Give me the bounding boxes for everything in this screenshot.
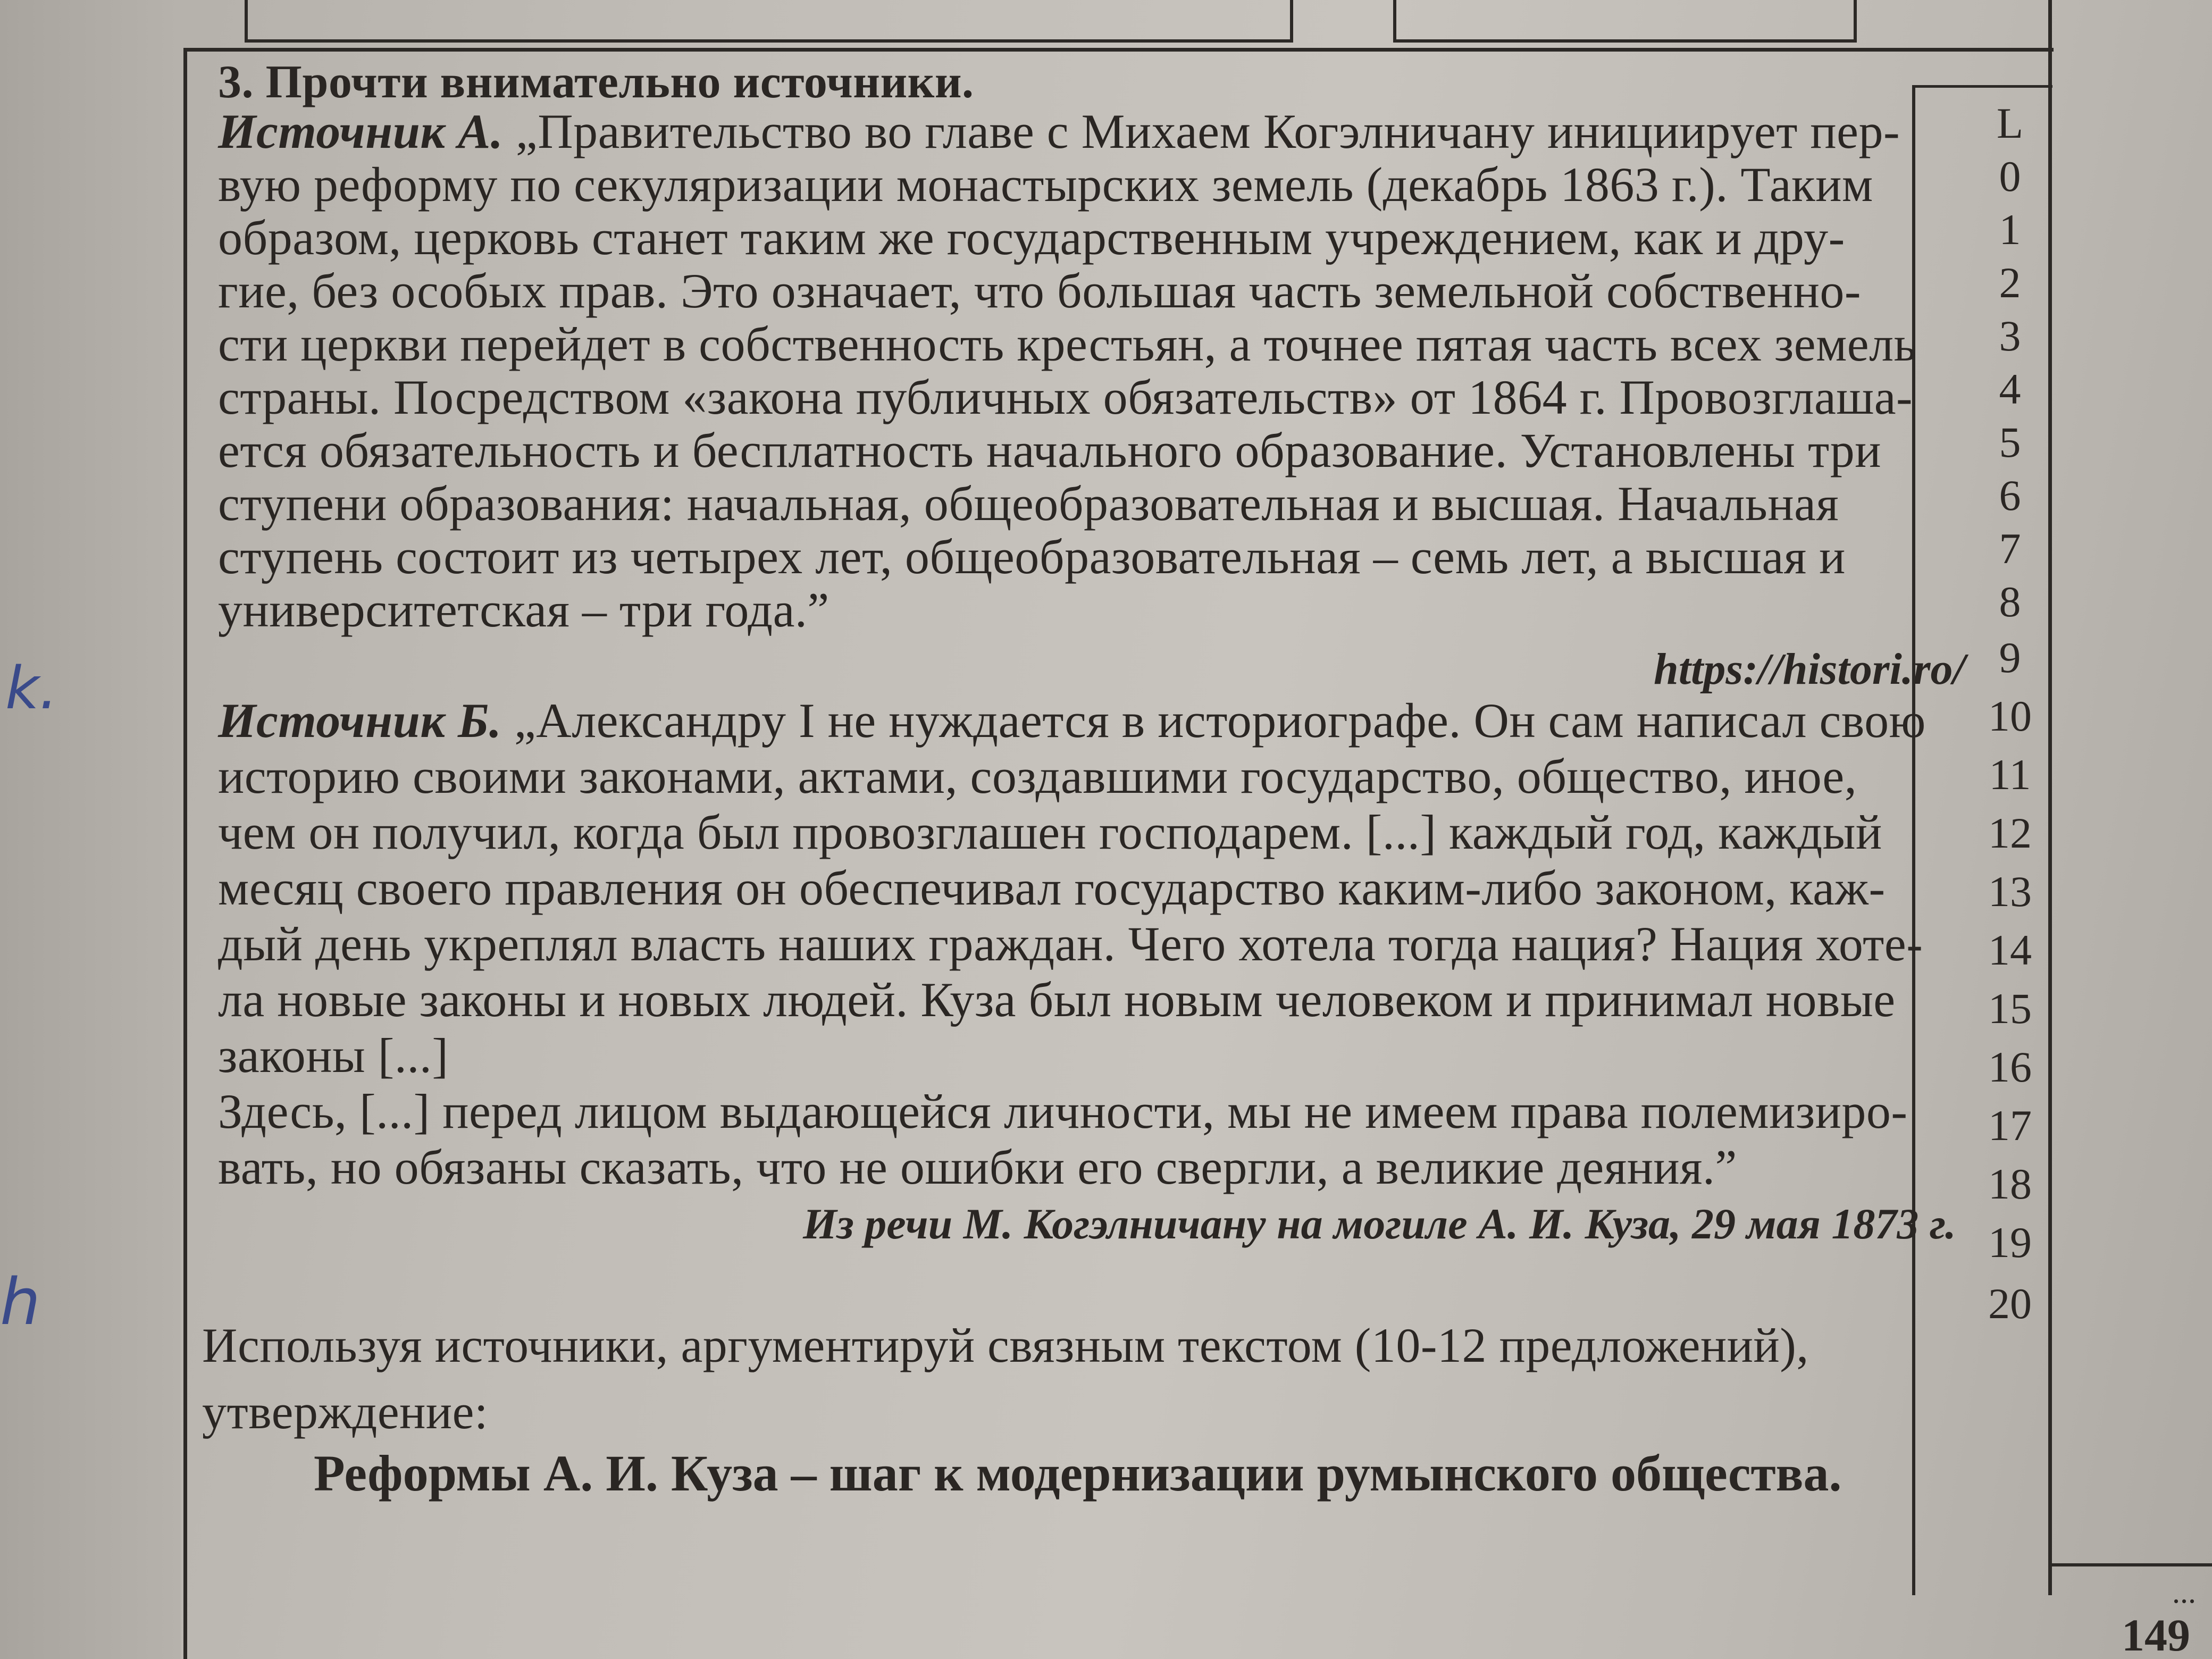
source-a-line-8: ступени образования: начальная, общеобразовательная и высшая. Начальная [218, 476, 1839, 531]
page-number: 149 [2122, 1610, 2190, 1659]
source-a-line-9: ступень состоит из четырех лет, общеобразовательная – семь лет, а высшая и [218, 530, 1846, 584]
score-number: 16 [1988, 1043, 2032, 1091]
source-b-line-4: месяц своего правления он обеспечивал государство каким-либо законом, каж- [218, 861, 1886, 915]
score-number: 0 [1999, 152, 2021, 200]
score-label-l: L [1996, 99, 2024, 147]
source-b-line-1 [218, 694, 1926, 747]
instruction-line-2: утверждение: [202, 1385, 489, 1439]
score-number: 4 [1999, 365, 2021, 413]
answer-box-right [1393, 0, 1857, 43]
source-a-line-3: образом, церковь станет таким же государственным учреждением, как и дру- [218, 211, 1845, 265]
source-a-line-4: гие, без особых прав. Это означает, что большая часть земельной собственно- [218, 264, 1862, 318]
page-footer-dots: ... [2172, 1574, 2196, 1610]
source-b-label: Источник Б. [218, 693, 502, 748]
score-number: 6 [1999, 471, 2021, 520]
handwritten-mark-2: h [0, 1266, 41, 1339]
source-a-line-6: страны. Посредством «закона публичных обязательств» от 1864 г. Провозглаша- [218, 370, 1913, 424]
source-a-text-1: „Правительство во главе с Михаем Когэлничану инициирует пер- [515, 104, 1900, 158]
score-number: 17 [1988, 1101, 2032, 1150]
source-b-line-8: Здесь, [...] перед лицом выдающейся личности, мы не имеем права полемизиро- [218, 1084, 1908, 1138]
score-number: 1 [1999, 205, 2021, 254]
score-number: 12 [1988, 809, 2032, 857]
source-b-line-9: вать, но обязаны сказать, что не ошибки его свергли, а великие деяния.” [218, 1140, 1737, 1194]
score-column-header-line [1914, 85, 2052, 88]
score-number: 7 [1999, 524, 2021, 573]
source-a-label: Источник А. [218, 104, 504, 158]
score-number: 15 [1988, 984, 2032, 1033]
score-number: 5 [1999, 418, 2021, 466]
instruction-line-1: Используя источники, аргументируй связным текстом (10-12 предложений), [202, 1318, 1809, 1372]
score-number: 13 [1988, 867, 2032, 916]
task-title: 3. Прочти внимательно источники. [218, 56, 974, 108]
source-b-line-3: чем он получил, когда был провозглашен господарем. [...] каждый год, каждый [218, 805, 1882, 859]
source-b-line-6: ла новые законы и новых людей. Куза был новым человеком и принимал новые [218, 973, 1896, 1027]
source-b-line-2: историю своими законами, актами, создавшими государство, общество, иное, [218, 749, 1857, 803]
score-number: 2 [1999, 258, 2021, 307]
score-number: 14 [1988, 926, 2032, 974]
source-a-line-5: сти церкви перейдет в собственность крестьян, а точнее пятая часть всех земель [218, 317, 1916, 371]
top-answer-boxes [245, 0, 1850, 37]
source-b-text-1: „Александру I не нуждается в историографе. Он сам написал свою [514, 693, 1926, 748]
source-a-line-7: ется обязательность и бесплатность начального образование. Установлены три [218, 423, 1882, 477]
source-a-url: https://histori.ro/ [1654, 644, 1965, 694]
source-b-attribution: Из речи М. Когэлничану на могиле А. И. Куза, 29 мая 1873 г. [803, 1200, 1956, 1248]
page-footer-line [2050, 1563, 2212, 1566]
score-number: 20 [1988, 1279, 2032, 1328]
score-number: 9 [1999, 633, 2021, 682]
source-b-line-7: законы [...] [218, 1028, 449, 1083]
source-a-line-1 [218, 105, 1900, 158]
score-number: 10 [1988, 692, 2032, 740]
score-column-left-border [1912, 85, 1915, 1595]
score-number: 11 [1989, 750, 2031, 799]
source-a-line-10: университетская – три года.” [218, 583, 830, 637]
score-number: 8 [1999, 577, 2021, 626]
handwritten-mark-1: k. [5, 654, 58, 722]
answer-box-left [245, 0, 1293, 43]
statement-to-argue: Реформы А. И. Куза – шаг к модернизации румынского общества. [314, 1445, 1842, 1502]
source-b-line-5: дый день укреплял власть наших граждан. Чего хотела тогда нация? Нация хоте- [218, 917, 1923, 971]
score-number: 19 [1988, 1218, 2032, 1267]
score-number: 3 [1999, 312, 2021, 360]
source-a-line-2: вую реформу по секуляризации монастырских земель (декабрь 1863 г.). Таким [218, 157, 1873, 212]
score-number: 18 [1988, 1160, 2032, 1208]
left-page-margin [0, 0, 181, 1659]
